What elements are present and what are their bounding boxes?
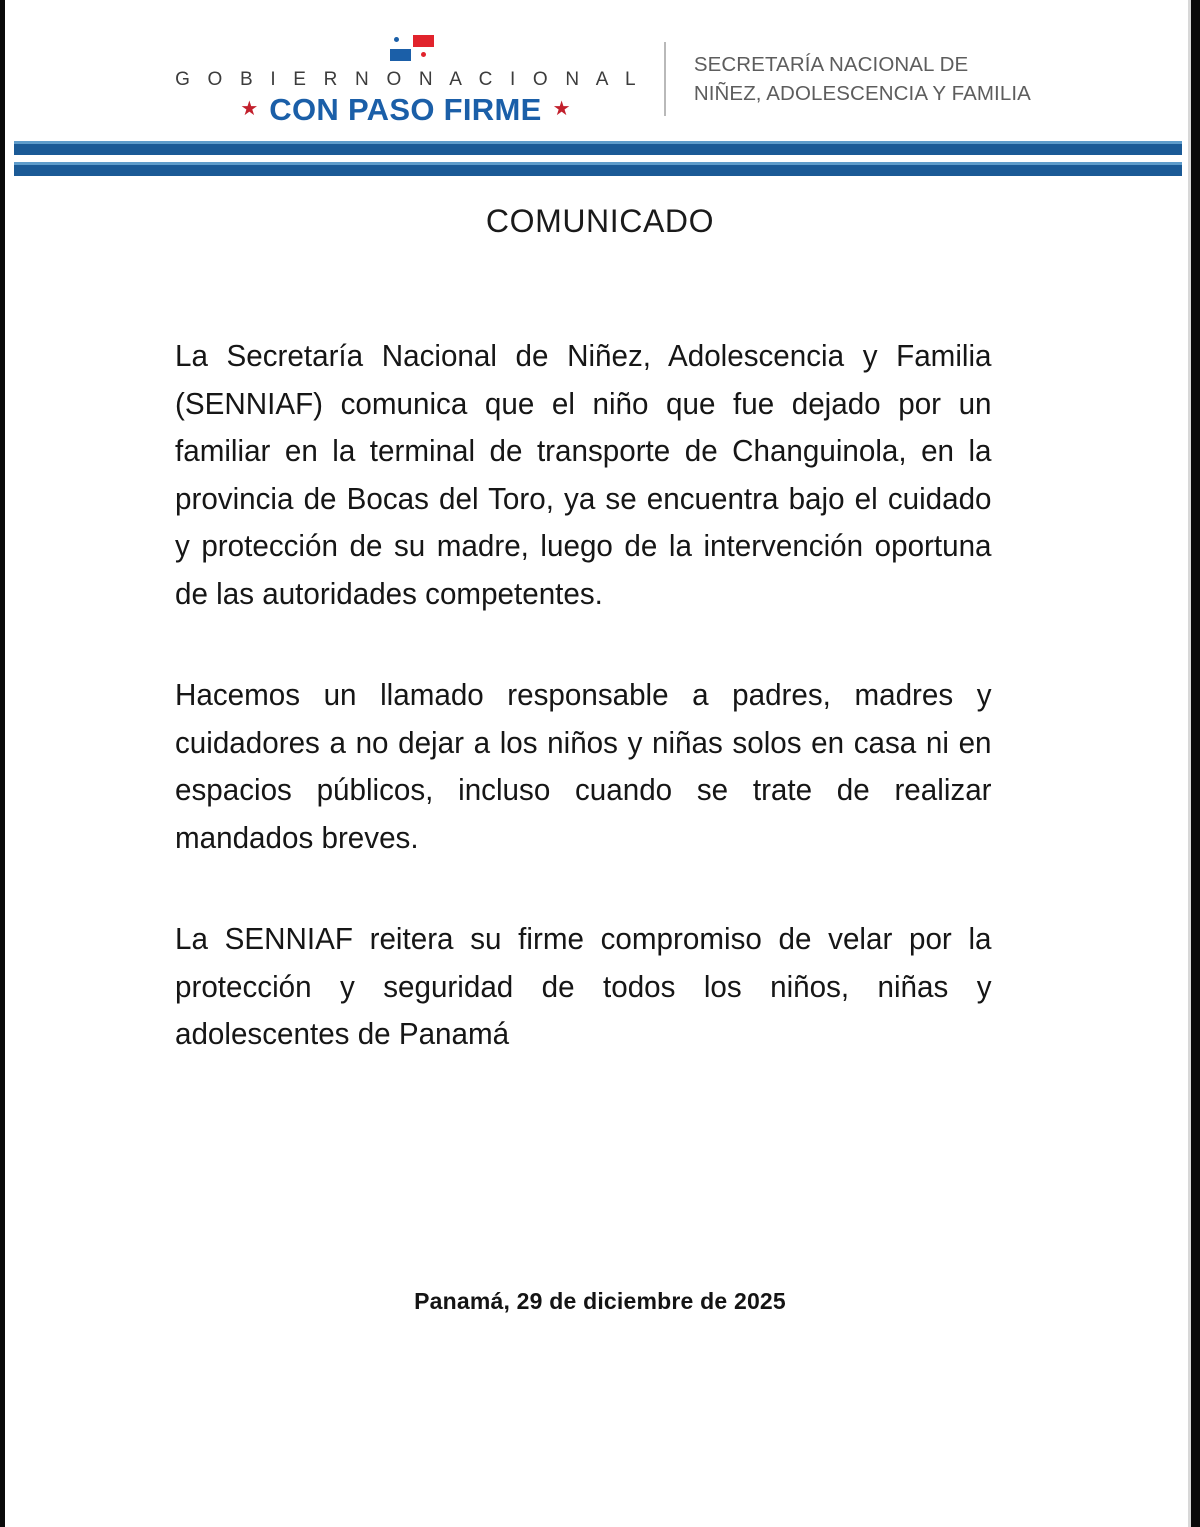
divider-bar-bottom [14, 162, 1182, 176]
star-right-icon: ★ [552, 98, 571, 121]
paragraph: La SENNIAF reitera su firme compromiso de velar por la protección y seguridad de todos los niños, niñas y adolescentes de Panamá [175, 921, 992, 1051]
government-brand [169, 34, 664, 125]
header-divider-bars [14, 141, 1182, 176]
flag-quadrant-dot-blue-icon [394, 37, 399, 42]
star-left-icon: ★ [240, 98, 259, 121]
secretariat-name [666, 50, 1031, 108]
secretariat-line-1: SECRETARÍA NACIONAL DE [693, 53, 969, 77]
paragraph: Hacemos un llamado responsable a padres, madres y cuidadores a no dejar a los niños y niñas solos en casa ni en espacios públicos, incluso cuando se trate de realizar mandados breves. [175, 677, 992, 855]
document-body [175, 332, 1030, 1058]
document-header [0, 34, 1200, 125]
flag-quadrant-dot-red-icon [421, 52, 426, 57]
divider-bar-top [14, 141, 1182, 155]
slogan-row [240, 91, 571, 127]
government-national-label: G O B I E R N O N A C I O N A L [175, 69, 642, 90]
flag-quadrant-rect-blue-icon [390, 49, 411, 61]
slogan-label: CON PASO FIRME [269, 91, 542, 127]
flag-quadrant-rect-red-icon [413, 35, 434, 47]
dateline: Panamá, 29 de diciembre de 2025 [414, 1288, 786, 1314]
paragraph: La Secretaría Nacional de Niñez, Adolescencia y Familia (SENNIAF) comunica que el niño que fue dejado por un familiar en la terminal de transporte de Changuinola, en la provincia de Bocas del Toro, ya se encuentra bajo el cuidado y protección de su madre, luego de la intervención oportuna de las autoridades competentes. [175, 338, 992, 611]
secretariat-line-2: NIÑEZ, ADOLESCENCIA Y FAMILIA [693, 82, 1031, 106]
page-title: COMUNICADO [485, 203, 715, 239]
panama-flag-mark-icon [388, 34, 434, 68]
